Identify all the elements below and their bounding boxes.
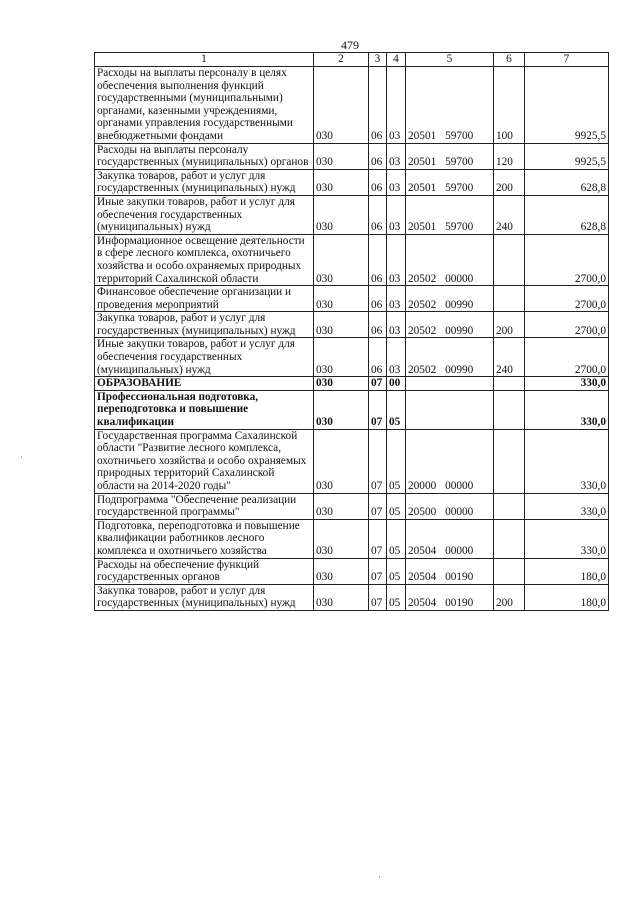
admin-code: 030 bbox=[314, 584, 369, 610]
subsection-code: 05 bbox=[387, 519, 406, 558]
col-header: 5 bbox=[406, 53, 494, 67]
table-body bbox=[95, 67, 609, 611]
expense-type bbox=[494, 429, 525, 493]
admin-code: 030 bbox=[314, 519, 369, 558]
row-name: Подпрограмма "Обеспечение реализации государственной программы" bbox=[95, 493, 314, 519]
target-code bbox=[406, 377, 494, 391]
subsection-code: 03 bbox=[387, 67, 406, 144]
row-name: Расходы на выплаты персоналу государственных (муниципальных) органов bbox=[95, 143, 314, 169]
section-code: 07 bbox=[369, 493, 387, 519]
target-code: 20501 59700 bbox=[406, 143, 494, 169]
admin-code: 030 bbox=[314, 312, 369, 338]
table-row bbox=[95, 377, 609, 391]
target-code: 20501 59700 bbox=[406, 169, 494, 195]
table-header-row bbox=[95, 53, 609, 67]
col-header: 2 bbox=[314, 53, 369, 67]
expense-type: 120 bbox=[494, 143, 525, 169]
table-row bbox=[95, 390, 609, 429]
row-name: Иные закупки товаров, работ и услуг для обеспечения государственных (муниципальных) нужд bbox=[95, 338, 314, 377]
section-code: 07 bbox=[369, 377, 387, 391]
expense-type bbox=[494, 390, 525, 429]
section-code: 06 bbox=[369, 143, 387, 169]
row-name: Государственная программа Сахалинской области "Развитие лесного комплекса, охотничьего хозяйства и особо охраняемых природных территорий Сахалинской области на 2014-2020 годы" bbox=[95, 429, 314, 493]
expense-type: 200 bbox=[494, 312, 525, 338]
table-row bbox=[95, 195, 609, 234]
table-row bbox=[95, 143, 609, 169]
target-code: 20502 00000 bbox=[406, 234, 494, 285]
amount: 330,0 bbox=[525, 493, 609, 519]
section-code: 06 bbox=[369, 338, 387, 377]
section-code: 06 bbox=[369, 195, 387, 234]
row-name: Расходы на выплаты персоналу в целях обеспечения выполнения функций государственными (муниципальными) органами, казенными учреждениями, органами управления государственными внебюджетными фондами bbox=[95, 67, 314, 144]
admin-code: 030 bbox=[314, 377, 369, 391]
col-header: 6 bbox=[494, 53, 525, 67]
table-row bbox=[95, 169, 609, 195]
target-code: 20000 00000 bbox=[406, 429, 494, 493]
page-number: 479 bbox=[341, 38, 359, 52]
table-row bbox=[95, 286, 609, 312]
admin-code: 030 bbox=[314, 286, 369, 312]
col-header: 7 bbox=[525, 53, 609, 67]
expense-type: 240 bbox=[494, 338, 525, 377]
section-code: 07 bbox=[369, 429, 387, 493]
subsection-code: 05 bbox=[387, 493, 406, 519]
col-header: 4 bbox=[387, 53, 406, 67]
subsection-code: 05 bbox=[387, 390, 406, 429]
amount: 2700,0 bbox=[525, 234, 609, 285]
amount: 180,0 bbox=[525, 584, 609, 610]
admin-code: 030 bbox=[314, 195, 369, 234]
amount: 9925,5 bbox=[525, 143, 609, 169]
table-row bbox=[95, 429, 609, 493]
subsection-code: 03 bbox=[387, 195, 406, 234]
scan-mark: · bbox=[378, 872, 381, 882]
target-code: 20502 00990 bbox=[406, 286, 494, 312]
amount: 628,8 bbox=[525, 195, 609, 234]
amount: 330,0 bbox=[525, 429, 609, 493]
table-row bbox=[95, 493, 609, 519]
amount: 180,0 bbox=[525, 558, 609, 584]
admin-code: 030 bbox=[314, 338, 369, 377]
section-code: 06 bbox=[369, 312, 387, 338]
target-code: 20500 00000 bbox=[406, 493, 494, 519]
expense-type: 200 bbox=[494, 584, 525, 610]
expense-type: 200 bbox=[494, 169, 525, 195]
target-code: 20504 00190 bbox=[406, 558, 494, 584]
subsection-code: 03 bbox=[387, 338, 406, 377]
amount: 628,8 bbox=[525, 169, 609, 195]
table-row bbox=[95, 312, 609, 338]
target-code: 20504 00000 bbox=[406, 519, 494, 558]
section-code: 07 bbox=[369, 390, 387, 429]
expense-type bbox=[494, 493, 525, 519]
subsection-code: 03 bbox=[387, 286, 406, 312]
subsection-code: 03 bbox=[387, 312, 406, 338]
target-code: 20502 00990 bbox=[406, 312, 494, 338]
target-code: 20501 59700 bbox=[406, 67, 494, 144]
table-row bbox=[95, 338, 609, 377]
subsection-code: 03 bbox=[387, 143, 406, 169]
amount: 2700,0 bbox=[525, 338, 609, 377]
expense-type bbox=[494, 377, 525, 391]
admin-code: 030 bbox=[314, 390, 369, 429]
target-code bbox=[406, 390, 494, 429]
amount: 2700,0 bbox=[525, 312, 609, 338]
expense-type bbox=[494, 234, 525, 285]
section-code: 06 bbox=[369, 169, 387, 195]
scan-mark: · bbox=[20, 452, 23, 462]
row-name: Закупка товаров, работ и услуг для государственных (муниципальных) нужд bbox=[95, 584, 314, 610]
subsection-code: 05 bbox=[387, 429, 406, 493]
admin-code: 030 bbox=[314, 143, 369, 169]
col-header: 1 bbox=[95, 53, 314, 67]
subsection-code: 05 bbox=[387, 558, 406, 584]
row-name: Информационное освещение деятельности в сфере лесного комплекса, охотничьего хозяйства и особо охраняемых природных территорий Сахалинской области bbox=[95, 234, 314, 285]
admin-code: 030 bbox=[314, 429, 369, 493]
subsection-code: 05 bbox=[387, 584, 406, 610]
amount: 9925,5 bbox=[525, 67, 609, 144]
section-code: 06 bbox=[369, 234, 387, 285]
subsection-code: 03 bbox=[387, 169, 406, 195]
row-name: Закупка товаров, работ и услуг для государственных (муниципальных) нужд bbox=[95, 312, 314, 338]
amount: 330,0 bbox=[525, 519, 609, 558]
expense-type bbox=[494, 558, 525, 584]
expense-type: 240 bbox=[494, 195, 525, 234]
amount: 330,0 bbox=[525, 390, 609, 429]
table-row bbox=[95, 519, 609, 558]
admin-code: 030 bbox=[314, 169, 369, 195]
section-code: 06 bbox=[369, 67, 387, 144]
row-name: Закупка товаров, работ и услуг для государственных (муниципальных) нужд bbox=[95, 169, 314, 195]
row-name: Финансовое обеспечение организации и проведения мероприятий bbox=[95, 286, 314, 312]
section-code: 07 bbox=[369, 519, 387, 558]
amount: 2700,0 bbox=[525, 286, 609, 312]
admin-code: 030 bbox=[314, 493, 369, 519]
row-name: Подготовка, переподготовка и повышение квалификации работников лесного комплекса и охотничьего хозяйства bbox=[95, 519, 314, 558]
target-code: 20504 00190 bbox=[406, 584, 494, 610]
section-code: 07 bbox=[369, 558, 387, 584]
expense-type bbox=[494, 286, 525, 312]
admin-code: 030 bbox=[314, 234, 369, 285]
row-name: Профессиональная подготовка, переподготовка и повышение квалификации bbox=[95, 390, 314, 429]
expense-type bbox=[494, 519, 525, 558]
section-code: 07 bbox=[369, 584, 387, 610]
budget-table bbox=[94, 52, 609, 611]
table-row bbox=[95, 558, 609, 584]
subsection-code: 03 bbox=[387, 234, 406, 285]
expense-type: 100 bbox=[494, 67, 525, 144]
table-row bbox=[95, 234, 609, 285]
row-name: Иные закупки товаров, работ и услуг для обеспечения государственных (муниципальных) нужд bbox=[95, 195, 314, 234]
row-name: Расходы на обеспечение функций государственных органов bbox=[95, 558, 314, 584]
target-code: 20501 59700 bbox=[406, 195, 494, 234]
admin-code: 030 bbox=[314, 558, 369, 584]
section-code: 06 bbox=[369, 286, 387, 312]
target-code: 20502 00990 bbox=[406, 338, 494, 377]
table-row bbox=[95, 67, 609, 144]
amount: 330,0 bbox=[525, 377, 609, 391]
row-name: ОБРАЗОВАНИЕ bbox=[95, 377, 314, 391]
admin-code: 030 bbox=[314, 67, 369, 144]
col-header: 3 bbox=[369, 53, 387, 67]
table-row bbox=[95, 584, 609, 610]
subsection-code: 00 bbox=[387, 377, 406, 391]
